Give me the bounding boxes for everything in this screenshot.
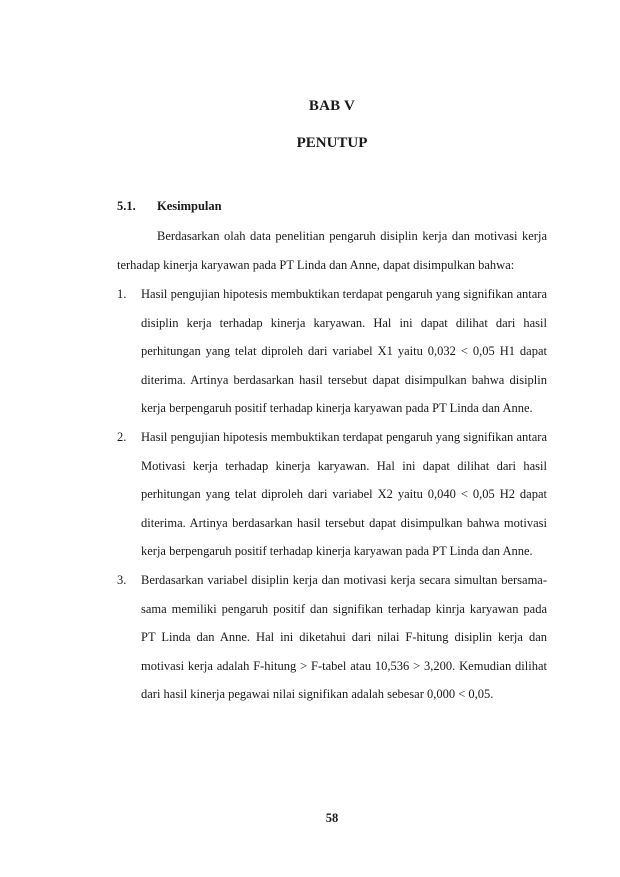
list-marker: 1. [117, 287, 127, 301]
page-number: 58 [325, 811, 339, 825]
section-heading [117, 199, 222, 214]
chapter-title: BAB V [308, 98, 356, 114]
section-number: 5.1. [117, 199, 136, 213]
section-title: Kesimpulan [157, 199, 222, 213]
list-marker: 3. [117, 572, 127, 587]
list-item-text: Berdasarkan variabel disiplin kerja dan motivasi kerja secara simultan bersama-sama memiliki pengaruh positif dan signifikan terhadap kinrja karyawan pada PT Linda dan Anne. Hal ini diketahui dari nilai F-hitung disiplin kerja dan motivasi kerja adalah F-hitung > F-tabel atau 10,536 > 3,200. Kemudian dilihat dari hasil kinerja pegawai nilai signifikan adalah sebesar 0,000 < 0,05. [141, 572, 547, 702]
list-item-text: Hasil pengujian hipotesis membuktikan terdapat pengaruh yang signifikan antara Motivasi kerja terhadap kinerja karyawan. Hal ini dapat dilihat dari hasil perhitungan yang telat diproleh dari variabel X2 yaitu 0,040 < 0,05 H2 dapat diterima. Artinya berdasarkan hasil tersebut dapat disimpulkan bahwa motivasi kerja berpengaruh positif terhadap kinerja karyawan pada PT Linda dan Anne. [141, 429, 547, 559]
list-marker: 2. [117, 429, 127, 444]
list-item [117, 280, 547, 423]
list-item [117, 566, 547, 709]
list-item-text: Hasil pengujian hipotesis membuktikan terdapat pengaruh yang signifikan antara disiplin kerja terhadap kinerja karyawan. Hal ini dapat dilihat dari hasil perhitungan yang telat diproleh dari variabel X1 yaitu 0,032 < 0,05 H1 dapat diterima. Artinya berdasarkan hasil tersebut dapat disimpulkan bahwa disiplin kerja berpengaruh positif terhadap kinerja karyawan pada PT Linda dan Anne. [141, 287, 547, 416]
intro-paragraph: Berdasarkan olah data penelitian pengaruh disiplin kerja dan motivasi kerja terhadap kinerja karyawan pada PT Linda dan Anne, dapat disimpulkan bahwa: [117, 229, 547, 272]
conclusion-list [117, 280, 547, 709]
chapter-subtitle: PENUTUP [296, 135, 368, 151]
list-item [117, 423, 547, 566]
